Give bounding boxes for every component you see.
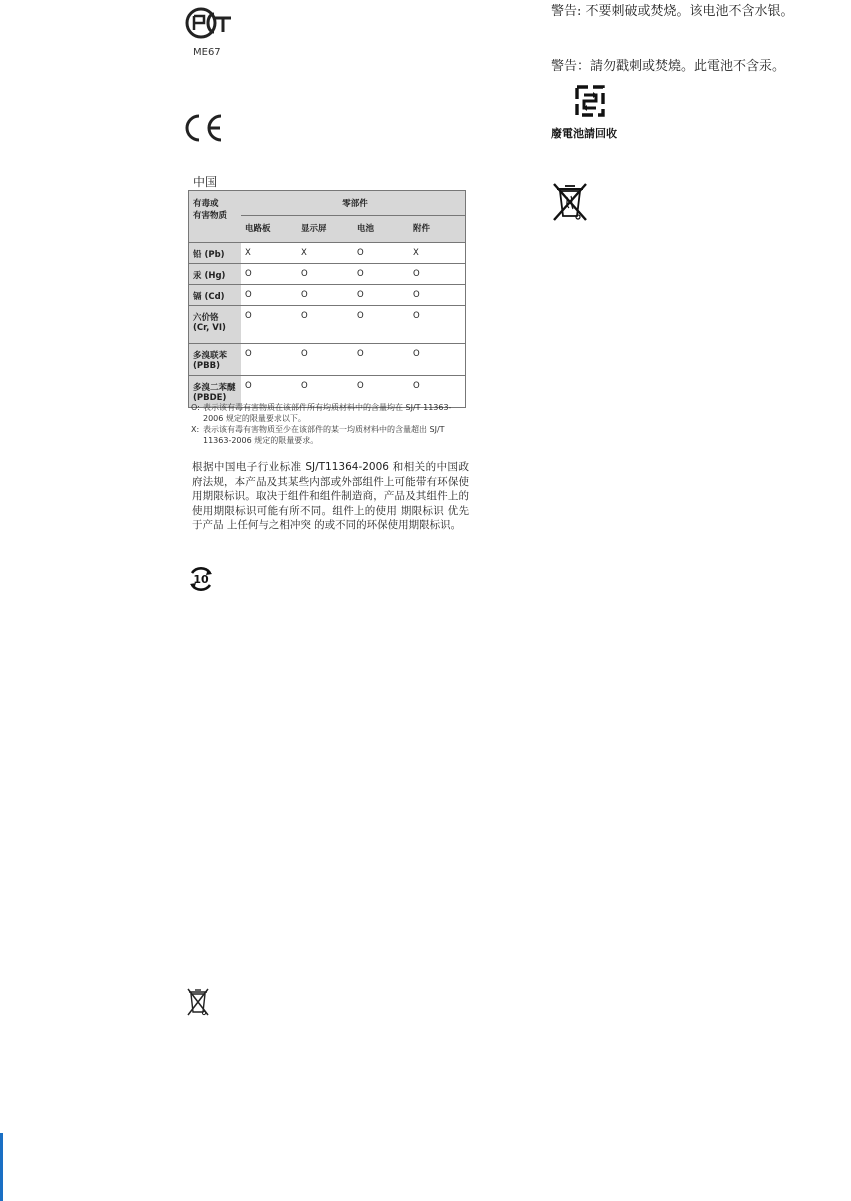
row-header-pbde: 多溴二苯醚 (PBDE) <box>189 376 242 408</box>
note-o <box>191 402 466 424</box>
row-header-lead: 铅 (Pb) <box>189 243 242 264</box>
weee-bin-large-icon <box>551 180 589 222</box>
table-cell: O <box>353 344 409 376</box>
warning-traditional-chinese: 警告：請勿戳刺或焚燒。此電池不含汞。 <box>551 59 786 74</box>
table-cell: O <box>353 285 409 306</box>
table-cell: X <box>297 243 353 264</box>
table-cell: O <box>409 264 466 285</box>
table-cell: O <box>409 285 466 306</box>
table-cell: O <box>241 285 297 306</box>
gost-certification-icon <box>184 6 234 40</box>
table-cell: O <box>297 264 353 285</box>
ce-mark-icon <box>183 113 225 143</box>
row-header-chromium: 六价铬 (Cr, VI) <box>189 306 242 344</box>
battery-recycle-icon <box>571 83 609 119</box>
table-cell: X <box>409 243 466 264</box>
column-header-accessories: 附件 <box>409 216 466 243</box>
note-key: O: <box>191 403 200 412</box>
table-cell: O <box>409 306 466 344</box>
table-row <box>189 344 466 376</box>
table-cell: O <box>409 344 466 376</box>
table-cell: O <box>353 264 409 285</box>
table-row <box>189 243 466 264</box>
table-cell: O <box>241 344 297 376</box>
table-cell: O <box>241 306 297 344</box>
note-key: X: <box>191 425 200 434</box>
row-header-mercury: 汞 (Hg) <box>189 264 242 285</box>
regulation-paragraph: 根据中国电子行业标准 SJ/T11364-2006 和相关的中国政府法规，本产品及其某些内部或外部组件上可能带有环保使用期限标识。取决于组件和组件制造商，产品及其组件上的使用期限标识可能有所不同。组件上的使用 期限标识 优先于产品 上任何与之相冲突 的或不同的环保使用期限标识。 <box>192 461 469 532</box>
column-header-circuit-board: 电路板 <box>241 216 297 243</box>
table-cell: X <box>241 243 297 264</box>
weee-bin-icon <box>186 985 210 1017</box>
table-cell: O <box>297 306 353 344</box>
environmental-use-period-icon <box>187 565 215 593</box>
page-edge-accent-bar <box>0 1133 3 1201</box>
recycle-label: 廢電池請回收 <box>551 127 617 140</box>
warning-simplified-chinese: 警告: 不要刺破或焚烧。该电池不含水银。 <box>551 4 794 19</box>
table-cell: O <box>241 264 297 285</box>
table-row <box>189 285 466 306</box>
table-cell: O <box>297 376 353 408</box>
note-text: 表示该有毒有害物质在该部件所有均质材料中的含量均在 SJ/T 11363-2006 规定的限量要求以下。 <box>203 403 452 423</box>
table-notes <box>191 402 466 446</box>
table-cell: O <box>241 376 297 408</box>
table-cell: O <box>353 376 409 408</box>
gost-code: ME67 <box>193 47 221 58</box>
note-x <box>191 424 466 446</box>
row-header-cadmium: 镉 (Cd) <box>189 285 242 306</box>
column-header-battery: 电池 <box>353 216 409 243</box>
china-section-heading: 中国 <box>193 175 218 189</box>
table-group-header: 零部件 <box>241 191 466 216</box>
table-cell: O <box>409 376 466 408</box>
column-header-display: 显示屏 <box>297 216 353 243</box>
table-corner-header: 有毒或 有害物质 <box>189 191 242 243</box>
note-text: 表示该有毒有害物质至少在该部件的某一均质材料中的含量超出 SJ/T 11363-2006 规定的限量要求。 <box>203 425 445 445</box>
table-cell: O <box>297 344 353 376</box>
table-cell: O <box>353 306 409 344</box>
table-row <box>189 264 466 285</box>
row-header-pbb: 多溴联苯 (PBB) <box>189 344 242 376</box>
efup-number: 10 <box>193 573 209 586</box>
table-cell: O <box>353 243 409 264</box>
table-row <box>189 306 466 344</box>
hazardous-substances-table <box>188 190 466 408</box>
table-cell: O <box>297 285 353 306</box>
